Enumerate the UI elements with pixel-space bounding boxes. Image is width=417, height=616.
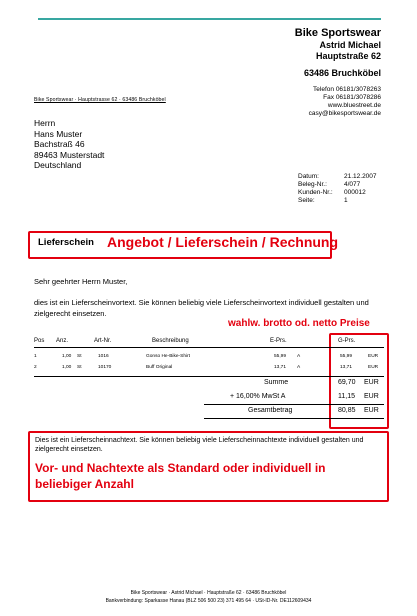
recipient-name: Hans Muster <box>34 128 83 139</box>
company-owner: Astrid Michael <box>319 40 381 50</box>
cell-cur: EUR <box>368 354 379 359</box>
greeting: Sehr geehrter Herrn Muster, <box>34 277 128 286</box>
cell-gprice: 55,99 <box>340 354 353 359</box>
document-meta <box>298 173 377 205</box>
col-header-gprice: G-Prs. <box>338 338 356 344</box>
total-value-gesamt: 80,85 <box>338 407 356 414</box>
doc-type-annotation: Angebot / Lieferschein / Rechnung <box>107 234 339 250</box>
cell-pos: 2 <box>34 365 37 370</box>
company-web[interactable]: www.bluestreet.de <box>327 102 381 109</box>
col-header-qty: Anz. <box>56 338 69 344</box>
cell-art: 10170 <box>98 365 112 370</box>
closing-annotation: Vor- und Nachtexte als Standard oder individuell in beliebiger Anzahl <box>35 461 326 491</box>
recipient-city: 89463 Musterstadt <box>34 149 105 160</box>
meta-row <box>298 189 377 197</box>
cell-cur: EUR <box>368 365 379 370</box>
meta-value: 4/077 <box>344 181 361 188</box>
cell-desc: Gonso He-Bike-Shirt <box>146 354 190 359</box>
total-double-rule <box>204 418 384 419</box>
total-label-mwst: + 16,00% MwSt A <box>230 393 286 400</box>
meta-row <box>298 173 377 181</box>
total-label-summe: Summe <box>264 379 289 386</box>
recipient-address <box>34 118 104 171</box>
col-header-eprice: E-Prs. <box>270 338 287 344</box>
meta-value: 000012 <box>344 189 366 196</box>
company-fax: Fax 06181/3078286 <box>323 94 381 101</box>
total-cur-gesamt: EUR <box>364 407 379 414</box>
meta-row <box>298 197 377 205</box>
cell-unit: St <box>77 365 82 370</box>
col-header-art: Art-Nr. <box>94 338 112 344</box>
cell-qty: 1,00 <box>62 354 72 359</box>
intro-text: dies ist ein Lieferscheinvortext. Sie können beliebig viele Lieferscheinvortext individuell gestalten und zielgerecht einsetzen. <box>34 298 369 318</box>
company-name: Bike Sportswear <box>294 27 381 39</box>
total-cur-mwst: EUR <box>364 393 379 400</box>
cell-desc: Buff Original <box>146 365 173 370</box>
total-value-summe: 69,70 <box>338 379 356 386</box>
company-block <box>295 27 381 79</box>
doc-type-title: Lieferschein <box>38 237 94 248</box>
total-value-mwst: 11,15 <box>338 393 355 400</box>
company-phone: Telefon 06181/3078263 <box>313 86 381 93</box>
col-header-pos: Pos <box>34 338 45 344</box>
cell-eprice: 13,71 <box>274 365 287 370</box>
col-header-desc: Beschreibung <box>152 338 189 344</box>
meta-label: Datum: <box>298 173 319 180</box>
company-street: Hauptstraße 62 <box>315 51 381 61</box>
total-label-gesamt: Gesamtbetrag <box>248 407 293 414</box>
meta-label: Beleg-Nr.: <box>298 181 327 188</box>
cell-qty: 1,00 <box>62 365 72 370</box>
company-contact <box>309 86 381 118</box>
price-annotation: wahlw. brotto od. netto Preise <box>228 318 370 329</box>
meta-value: 21.12.2007 <box>344 173 377 180</box>
cell-art: 1016 <box>98 354 109 359</box>
total-cur-summe: EUR <box>364 379 379 386</box>
table-body-rule <box>34 376 384 377</box>
recipient-street: Bachstraß 46 <box>34 139 85 149</box>
company-city: 63486 Bruchköbel <box>303 68 381 78</box>
cell-tax: A <box>297 365 301 370</box>
meta-label: Kunden-Nr.: <box>298 189 333 196</box>
closing-text: Dies ist ein Lieferscheinnachtext. Sie können beliebig viele Lieferscheinnachtexte individuell gestalten und zielgerecht einsetzen. <box>35 437 364 453</box>
footer-address: Bike Sportswear · Astrid Michael · Hauptstraße 62 · 63486 Bruchköbel <box>130 590 287 596</box>
cell-eprice: 55,99 <box>274 354 287 359</box>
cell-tax: A <box>297 354 301 359</box>
recipient-country: Deutschland <box>34 160 82 170</box>
sender-line: Bike Sportswear · Hauptstrasse 62 · 63486 Bruchköbel <box>34 97 166 103</box>
meta-value: 1 <box>344 197 348 204</box>
recipient-salutation: Herrn <box>34 118 56 128</box>
cell-gprice: 13,71 <box>340 365 353 370</box>
table-header-rule <box>34 347 384 348</box>
meta-row <box>298 181 377 189</box>
cell-unit: St <box>77 354 82 359</box>
cell-pos: 1 <box>34 354 37 359</box>
company-email[interactable]: casy@bikesportswear.de <box>308 110 381 117</box>
meta-label: Seite: <box>298 197 315 204</box>
total-rule <box>204 404 384 405</box>
footer-bank: Bankverbindung: Sparkasse Hanau (BLZ 506 500 23) 371 495 64 · USt-ID-Nr. DE112609434 <box>105 598 312 604</box>
header-rule <box>38 18 381 20</box>
